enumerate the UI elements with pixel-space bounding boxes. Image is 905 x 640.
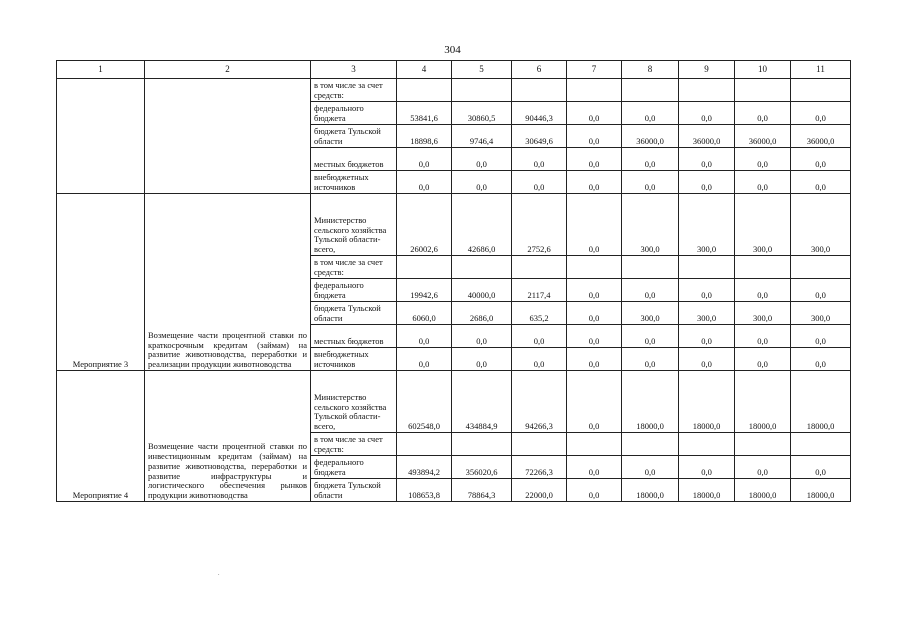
value-cell: 94266,3 (512, 371, 567, 433)
funding-source: бюджета Тульской области (311, 125, 397, 148)
value-cell (622, 433, 679, 456)
table-row (57, 194, 851, 256)
value-cell: 0,0 (735, 148, 791, 171)
funding-source: бюджета Тульской области (311, 302, 397, 325)
value-cell (622, 256, 679, 279)
value-cell: 0,0 (622, 148, 679, 171)
value-cell (452, 433, 512, 456)
value-cell: 108653,8 (397, 479, 452, 502)
value-cell: 635,2 (512, 302, 567, 325)
value-cell: 0,0 (397, 171, 452, 194)
col-header: 1 (57, 61, 145, 79)
value-cell (452, 79, 512, 102)
value-cell: 0,0 (452, 148, 512, 171)
value-cell: 602548,0 (397, 371, 452, 433)
value-cell: 0,0 (567, 279, 622, 302)
value-cell: 6060,0 (397, 302, 452, 325)
value-cell: 0,0 (567, 148, 622, 171)
event-name: Мероприятие 4 (57, 371, 145, 502)
empty-cell (57, 79, 145, 194)
funding-source: в том числе за счет средств: (311, 256, 397, 279)
value-cell: 90446,3 (512, 102, 567, 125)
value-cell: 72266,3 (512, 456, 567, 479)
value-cell (735, 433, 791, 456)
value-cell: 2686,0 (452, 302, 512, 325)
value-cell: 18000,0 (735, 479, 791, 502)
value-cell: 18000,0 (622, 371, 679, 433)
value-cell: 300,0 (622, 302, 679, 325)
event-name: Мероприятие 3 (57, 194, 145, 371)
table-row (57, 79, 851, 102)
value-cell: 434884,9 (452, 371, 512, 433)
value-cell: 0,0 (622, 171, 679, 194)
budget-table (56, 60, 851, 502)
value-cell: 300,0 (735, 302, 791, 325)
value-cell: 0,0 (567, 171, 622, 194)
value-cell: 0,0 (452, 325, 512, 348)
value-cell: 0,0 (567, 194, 622, 256)
value-cell: 19942,6 (397, 279, 452, 302)
value-cell (679, 256, 735, 279)
event-description: Возмещение части процентной ставки по инвестиционным кредитам (займам) на развитие животноводства, переработки и развитие инфраструктуры и логистического обеспечения рынков продукции животноводства (145, 371, 311, 502)
value-cell: 0,0 (512, 348, 567, 371)
value-cell: 36000,0 (622, 125, 679, 148)
value-cell: 0,0 (679, 171, 735, 194)
value-cell: 300,0 (622, 194, 679, 256)
value-cell: 0,0 (735, 348, 791, 371)
value-cell: 36000,0 (735, 125, 791, 148)
funding-source: федерального бюджета (311, 279, 397, 302)
page-number: 304 (444, 44, 461, 56)
value-cell (679, 433, 735, 456)
value-cell (397, 79, 452, 102)
value-cell: 0,0 (679, 456, 735, 479)
value-cell (735, 79, 791, 102)
value-cell: 53841,6 (397, 102, 452, 125)
value-cell: 0,0 (735, 456, 791, 479)
value-cell: 0,0 (567, 348, 622, 371)
value-cell: 18000,0 (791, 479, 851, 502)
value-cell: 18000,0 (679, 479, 735, 502)
col-header: 4 (397, 61, 452, 79)
value-cell (679, 79, 735, 102)
value-cell (567, 256, 622, 279)
value-cell: 0,0 (791, 102, 851, 125)
value-cell: 0,0 (679, 348, 735, 371)
value-cell: 0,0 (791, 148, 851, 171)
value-cell: 0,0 (735, 171, 791, 194)
value-cell: 0,0 (567, 371, 622, 433)
value-cell: 0,0 (567, 302, 622, 325)
value-cell: 18000,0 (791, 371, 851, 433)
value-cell (512, 433, 567, 456)
value-cell: 0,0 (791, 279, 851, 302)
value-cell: 0,0 (791, 456, 851, 479)
value-cell (452, 256, 512, 279)
value-cell (567, 79, 622, 102)
value-cell: 2752,6 (512, 194, 567, 256)
col-header: 2 (145, 61, 311, 79)
value-cell: 0,0 (622, 279, 679, 302)
empty-cell (145, 79, 311, 194)
col-header: 10 (735, 61, 791, 79)
value-cell (512, 79, 567, 102)
value-cell: 0,0 (397, 148, 452, 171)
value-cell: 0,0 (512, 148, 567, 171)
funding-source: Министерство сельского хозяйства Тульской области-всего, (311, 194, 397, 256)
value-cell: 0,0 (679, 325, 735, 348)
value-cell: 300,0 (791, 302, 851, 325)
value-cell: 0,0 (567, 125, 622, 148)
funding-source: федерального бюджета (311, 456, 397, 479)
value-cell: 78864,3 (452, 479, 512, 502)
funding-source: Министерство сельского хозяйства Тульской области-всего, (311, 371, 397, 433)
funding-source: внебюджетных источников (311, 171, 397, 194)
value-cell: 0,0 (622, 102, 679, 125)
value-cell: 0,0 (512, 325, 567, 348)
value-cell: 0,0 (452, 348, 512, 371)
value-cell: 18000,0 (679, 371, 735, 433)
value-cell: 18898,6 (397, 125, 452, 148)
value-cell: 9746,4 (452, 125, 512, 148)
value-cell: 493894,2 (397, 456, 452, 479)
col-header: 7 (567, 61, 622, 79)
value-cell: 0,0 (679, 279, 735, 302)
value-cell: 40000,0 (452, 279, 512, 302)
value-cell: 30860,5 (452, 102, 512, 125)
funding-source: внебюджетных источников (311, 348, 397, 371)
value-cell (512, 256, 567, 279)
value-cell: 0,0 (679, 102, 735, 125)
value-cell: 22000,0 (512, 479, 567, 502)
scan-speck: . (218, 571, 220, 577)
col-header: 9 (679, 61, 735, 79)
value-cell: 0,0 (397, 325, 452, 348)
value-cell: 26002,6 (397, 194, 452, 256)
value-cell: 0,0 (735, 279, 791, 302)
value-cell: 300,0 (735, 194, 791, 256)
value-cell (397, 433, 452, 456)
value-cell (567, 433, 622, 456)
value-cell: 0,0 (452, 171, 512, 194)
table-row (57, 371, 851, 433)
value-cell: 0,0 (622, 348, 679, 371)
funding-source: местных бюджетов (311, 325, 397, 348)
value-cell: 0,0 (679, 148, 735, 171)
value-cell (735, 256, 791, 279)
funding-source: в том числе за счет средств: (311, 79, 397, 102)
value-cell (397, 256, 452, 279)
value-cell: 0,0 (735, 325, 791, 348)
header-row (57, 61, 851, 79)
value-cell: 0,0 (397, 348, 452, 371)
value-cell: 356020,6 (452, 456, 512, 479)
funding-source: местных бюджетов (311, 148, 397, 171)
value-cell: 0,0 (791, 325, 851, 348)
value-cell: 0,0 (567, 479, 622, 502)
value-cell: 300,0 (679, 302, 735, 325)
col-header: 8 (622, 61, 679, 79)
value-cell: 0,0 (512, 171, 567, 194)
funding-source: бюджета Тульской области (311, 479, 397, 502)
value-cell: 36000,0 (679, 125, 735, 148)
value-cell: 300,0 (791, 194, 851, 256)
value-cell: 0,0 (622, 325, 679, 348)
col-header: 5 (452, 61, 512, 79)
funding-source: в том числе за счет средств: (311, 433, 397, 456)
col-header: 11 (791, 61, 851, 79)
value-cell (622, 79, 679, 102)
value-cell: 2117,4 (512, 279, 567, 302)
value-cell: 18000,0 (622, 479, 679, 502)
value-cell (791, 256, 851, 279)
value-cell: 0,0 (622, 456, 679, 479)
value-cell: 36000,0 (791, 125, 851, 148)
value-cell: 0,0 (567, 456, 622, 479)
col-header: 6 (512, 61, 567, 79)
value-cell: 30649,6 (512, 125, 567, 148)
event-description: Возмещение части процентной ставки по краткосрочным кредитам (займам) на развитие животноводства, переработки и реализации продукции животноводства (145, 194, 311, 371)
value-cell: 300,0 (679, 194, 735, 256)
value-cell: 0,0 (791, 348, 851, 371)
funding-source: федерального бюджета (311, 102, 397, 125)
value-cell: 0,0 (735, 102, 791, 125)
value-cell (791, 79, 851, 102)
value-cell: 0,0 (567, 325, 622, 348)
value-cell: 42686,0 (452, 194, 512, 256)
value-cell: 0,0 (791, 171, 851, 194)
value-cell (791, 433, 851, 456)
value-cell: 18000,0 (735, 371, 791, 433)
col-header: 3 (311, 61, 397, 79)
value-cell: 0,0 (567, 102, 622, 125)
